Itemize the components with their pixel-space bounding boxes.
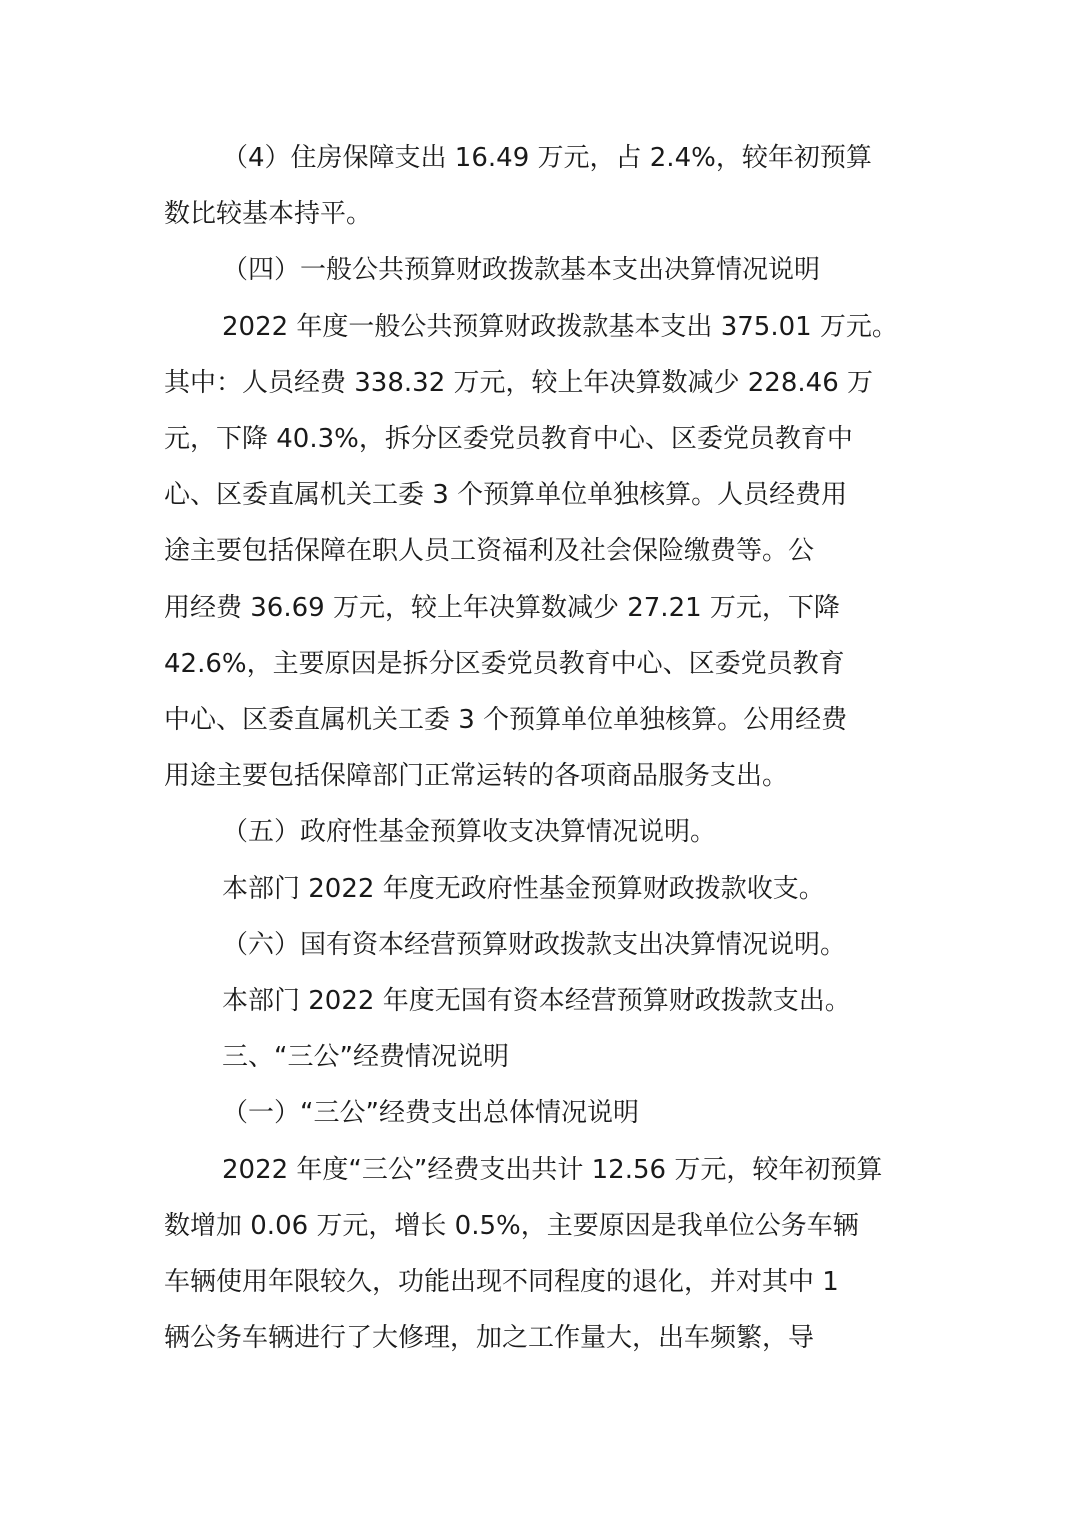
section-heading: （四）一般公共预算财政拨款基本支出决算情况说明	[222, 255, 821, 285]
body-text-line: 数增加 0.06 万元，增长 0.5%，主要原因是我单位公务车辆	[164, 1211, 859, 1241]
section-heading: （五）政府性基金预算收支决算情况说明。	[222, 817, 717, 847]
body-text-line: 用途主要包括保障部门正常运转的各项商品服务支出。	[164, 761, 789, 791]
body-text-line: 车辆使用年限较久，功能出现不同程度的退化，并对其中 1	[164, 1267, 839, 1297]
body-text-line: 数比较基本持平。	[164, 199, 373, 229]
body-text-line: 42.6%，主要原因是拆分区委党员教育中心、区委党员教育	[164, 649, 845, 679]
chapter-heading: 三、“三公”经费情况说明	[222, 1042, 509, 1072]
section-heading: （六）国有资本经营预算财政拨款支出决算情况说明。	[222, 930, 847, 960]
section-heading: （一）“三公”经费支出总体情况说明	[222, 1098, 639, 1128]
body-text-line: 用经费 36.69 万元，较上年决算数减少 27.21 万元，下降	[164, 593, 840, 623]
body-text-line: 本部门 2022 年度无国有资本经营预算财政拨款支出。	[222, 986, 851, 1016]
body-text-line: 途主要包括保障在职人员工资福利及社会保险缴费等。公	[164, 536, 815, 566]
body-text-line: （4）住房保障支出 16.49 万元，占 2.4%，较年初预算	[222, 143, 872, 173]
body-text-line: 其中：人员经费 338.32 万元，较上年决算数减少 228.46 万	[164, 368, 874, 398]
body-text-line: 2022 年度一般公共预算财政拨款基本支出 375.01 万元。	[222, 312, 898, 342]
body-text-line: 辆公务车辆进行了大修理，加之工作量大，出车频繁，导	[164, 1323, 815, 1353]
body-text-line: 中心、区委直属机关工委 3 个预算单位单独核算。公用经费	[164, 705, 848, 735]
body-text-line: 本部门 2022 年度无政府性基金预算财政拨款收支。	[222, 874, 825, 904]
body-text-line: 元，下降 40.3%，拆分区委党员教育中心、区委党员教育中	[164, 424, 853, 454]
body-text-line: 心、区委直属机关工委 3 个预算单位单独核算。人员经费用	[164, 480, 848, 510]
body-text-line: 2022 年度“三公”经费支出共计 12.56 万元，较年初预算	[222, 1155, 883, 1185]
